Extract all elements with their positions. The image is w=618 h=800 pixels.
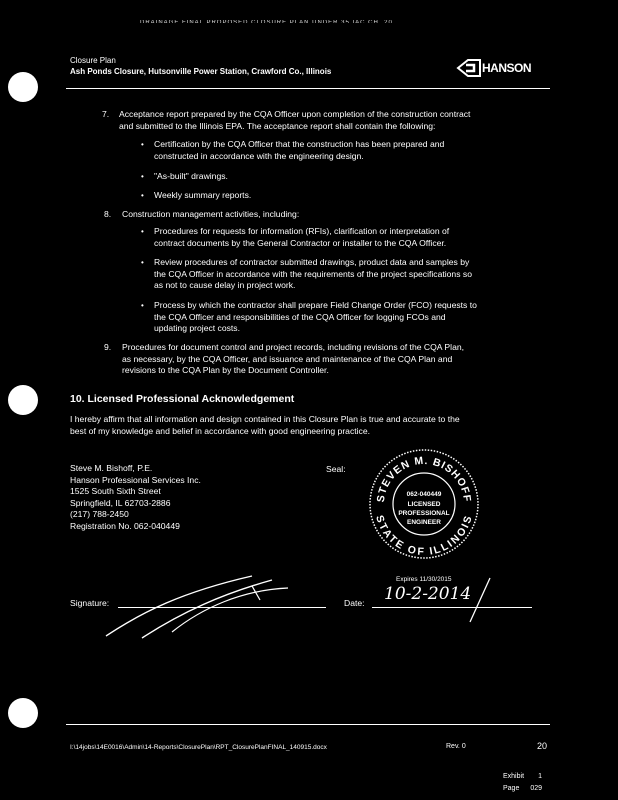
seal-number: 062-040449 [406,491,442,498]
bullet-dot: • [141,140,144,149]
signature-scrawl [102,572,292,642]
exhibit-page-label: Page [503,785,520,792]
item-9-line: Procedures for document control and project records, including revisions of the CQA Plan, [122,342,465,352]
punch-hole-middle [8,385,38,415]
logo-text: HANSON [482,61,532,75]
punch-hole-top [8,72,38,102]
hanson-logo [456,56,548,80]
item-7-line: Acceptance report prepared by the CQA Officer upon completion of the construction contract [119,109,471,119]
seal-ring-bottom-text: STATE OF ILLINOIS [373,513,475,559]
date-label: Date: [344,598,365,608]
affirmation-paragraph [70,414,550,437]
bullet-line: Review procedures of contractor submitted drawings, product data and samples by [154,257,470,267]
footer-page-number: 20 [537,741,548,751]
engineer-name: Steve M. Bishoff, P.E. [70,463,153,473]
bullet-line: as not to cause delay in project work. [154,280,296,290]
seal-line-2: PROFESSIONAL [398,510,450,517]
seal-line-3: ENGINEER [407,519,441,526]
punch-hole-bottom [8,698,38,728]
bullet-text [154,190,251,202]
section-heading: 10. Licensed Professional Acknowledgement [70,393,295,405]
footer-file-path: I:\14jobs\14E0016\Admin\14-Reports\ClosurePlan\RPT_ClosurePlanFINAL_140915.docx [70,744,327,751]
top-strip-text: DRAINAGE FINAL PROPOSED CLOSURE PLAN UNDER 35 IAC CH. 20 [140,20,393,23]
engineer-street: 1525 South Sixth Street [70,486,161,496]
item-7-text [119,109,470,132]
item-number: 8. [104,209,112,219]
seal-expiration: Expires 11/30/2015 [396,576,452,583]
date-line [372,607,532,608]
signature-label: Signature: [70,598,110,608]
seal-line-1: LICENSED [407,501,441,508]
affirmation-line: best of my knowledge and belief in accordance with good engineering practice. [70,425,371,436]
bullet-line: contract documents by the General Contractor or installer to the CQA Officer. [154,237,447,248]
bullet-text [154,139,444,162]
header-subtitle: Ash Ponds Closure, Hutsonville Power Station, Crawford Co., Illinois [70,67,332,76]
bullet-line: Certification by the CQA Officer that the construction has been prepared and [154,139,445,149]
bullet-line: constructed in accordance with the engineering design. [154,150,364,161]
date-value: 10-2-2014 [384,584,472,604]
bullet-dot: • [141,301,144,310]
item-9-line: as necessary, by the CQA Officer, and issuance and maintenance of the CQA Plan and [122,353,453,364]
bullet-line: the CQA Officer and responsibilities of the CQA Officer for logging FCOs and [154,311,446,322]
item-9-line: revisions to the CQA Plan by the Document Controller. [122,365,329,375]
bullet-dot: • [141,258,144,267]
seal-label: Seal: [326,464,346,474]
engineer-phone: (217) 788-2450 [70,509,129,519]
engineer-company: Hanson Professional Services Inc. [70,474,201,485]
exhibit-page-value: 029 [530,785,542,792]
exhibit-labels [503,771,524,795]
header-title: Closure Plan [70,56,116,65]
bullet-text [154,171,228,183]
item-8-text: Construction management activities, including: [122,209,300,219]
item-9-text [122,342,464,377]
bullet-line: the CQA Officer in accordance with the requirements of the project specifications so [154,268,472,279]
hanson-logo-mark-icon [456,56,482,80]
bullet-text [154,226,449,249]
bullet-line: Weekly summary reports. [154,190,252,200]
bullet-dot: • [141,227,144,236]
bullet-text [154,257,472,292]
bullet-line: "As-built" drawings. [154,171,228,181]
bullet-dot: • [141,191,144,200]
item-number: 7. [102,109,110,119]
bullet-line: Process by which the contractor shall prepare Field Change Order (FCO) requests to [154,300,477,310]
engineer-registration: Registration No. 062-040449 [70,520,180,531]
engineer-seal [368,448,480,560]
bullet-line: Procedures for requests for information (RFIs), clarification or interpretation of [154,226,450,236]
exhibit-value: 1 [538,773,542,780]
item-number: 9. [104,342,112,352]
item-7-line: and submitted to the Illinois EPA. The acceptance report shall contain the following: [119,120,436,131]
seal-ring-top-text: STEVEN M. BISHOFF [374,454,474,504]
header-rule [66,88,550,89]
engineer-contact [70,463,201,532]
footer-revision: Rev. 0 [446,743,466,750]
bullet-line: updating project costs. [154,323,240,333]
affirmation-line: I hereby affirm that all information and design contained in this Closure Plan is true and accurate to the [70,414,460,424]
footer-rule [66,724,550,725]
exhibit-label: Exhibit [503,773,525,780]
date-flourish [466,576,496,626]
engineer-city: Springfield, IL 62703-2886 [70,497,171,508]
exhibit-values [530,771,542,795]
bullet-dot: • [141,172,144,181]
bullet-text [154,300,477,335]
